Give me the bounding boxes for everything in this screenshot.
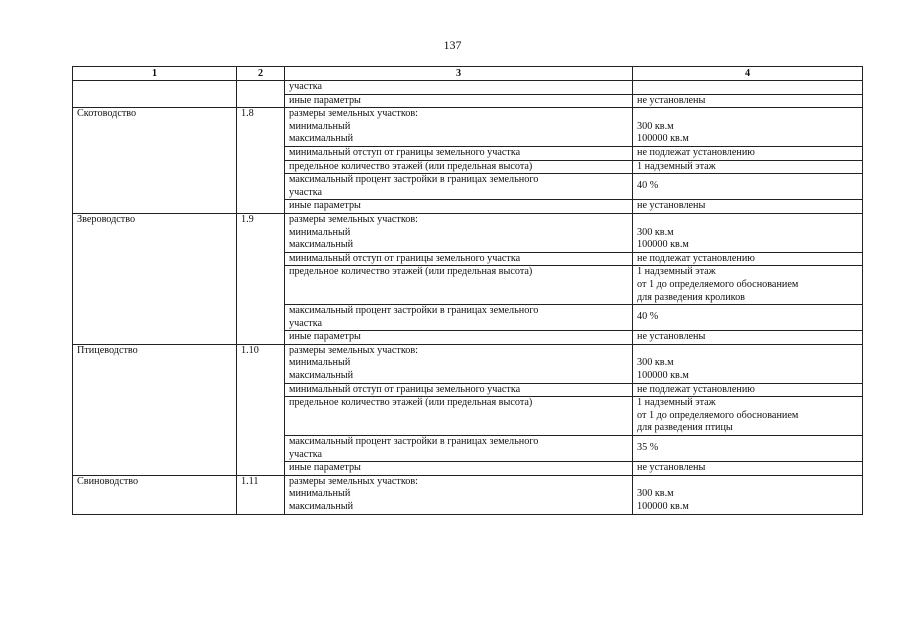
- parameter-line: размеры земельных участков:: [289, 344, 419, 356]
- land-use-parameters-table: [72, 66, 863, 515]
- header-col-4: 4: [633, 67, 863, 81]
- parameter-line: максимальный процент застройки в границах земельного: [289, 436, 539, 448]
- parameter-cell: [285, 331, 633, 345]
- value-cell: [633, 160, 863, 174]
- parameter-cell: [285, 200, 633, 214]
- table-header-row: [73, 67, 863, 81]
- parameter-line: минимальный отступ от границы земельного участка: [289, 252, 521, 264]
- activity-name: Скотоводство: [77, 108, 137, 120]
- value-cell: [633, 213, 863, 252]
- parameter-line: размеры земельных участков:: [289, 108, 419, 120]
- parameter-line: [289, 422, 628, 435]
- value-line: от 1 до определяемого обоснованием: [637, 409, 799, 421]
- parameter-cell: [285, 462, 633, 476]
- activity-name-cell: [73, 344, 237, 475]
- value-cell: [633, 174, 863, 200]
- value-line: 1 надземный этаж: [637, 266, 716, 278]
- value-line: 1 надземный этаж: [637, 397, 716, 409]
- header-col-2: 2: [237, 67, 285, 81]
- parameter-cell: [285, 108, 633, 147]
- value-line: от 1 до определяемого обоснованием: [637, 278, 799, 290]
- parameter-line: предельное количество этажей (или предельная высота): [289, 397, 533, 409]
- value-cell: [633, 200, 863, 214]
- parameter-line: максимальный процент застройки в границах земельного: [289, 174, 539, 186]
- parameter-line: размеры земельных участков:: [289, 475, 419, 487]
- value-line: 40 %: [637, 180, 659, 192]
- value-line: 300 кв.м: [637, 488, 674, 500]
- value-line: не установлены: [637, 331, 706, 343]
- activity-code: 1.8: [241, 108, 254, 120]
- value-line: не установлены: [637, 462, 706, 474]
- value-line: 100000 кв.м: [637, 501, 689, 512]
- activity-name: Птицеводство: [77, 344, 138, 356]
- activity-code: 1.10: [241, 344, 259, 356]
- activity-name: Звероводство: [77, 213, 136, 225]
- parameter-cell: [285, 305, 633, 331]
- value-line: 300 кв.м: [637, 120, 674, 132]
- parameter-line: минимальный отступ от границы земельного участка: [289, 383, 521, 395]
- activity-name-cell: [73, 213, 237, 344]
- table-row: [73, 108, 863, 147]
- value-cell: [633, 344, 863, 383]
- parameter-cell: [285, 160, 633, 174]
- parameter-cell: [285, 344, 633, 383]
- parameter-line: максимальный: [289, 370, 354, 382]
- value-line: 1 надземный этаж: [637, 160, 716, 172]
- activity-code: 1.9: [241, 213, 254, 225]
- parameter-line: [289, 410, 628, 423]
- activity-code-cell: [237, 213, 285, 344]
- header-col-1: 1: [73, 67, 237, 81]
- value-cell: [633, 436, 863, 462]
- value-cell: [633, 305, 863, 331]
- value-line: 300 кв.м: [637, 226, 674, 238]
- activity-code-cell: [237, 475, 285, 514]
- parameter-line: участка: [289, 186, 323, 198]
- parameter-line: иные параметры: [289, 331, 361, 343]
- table-row: [73, 344, 863, 383]
- activity-code-cell: [237, 81, 285, 108]
- value-line: [637, 108, 858, 121]
- value-line: не подлежат установлению: [637, 252, 755, 264]
- value-cell: [633, 331, 863, 345]
- parameter-line: предельное количество этажей (или предельная высота): [289, 266, 533, 278]
- parameter-line: участка: [289, 81, 323, 92]
- value-cell: [633, 266, 863, 305]
- parameter-cell: [285, 436, 633, 462]
- activity-code-cell: [237, 108, 285, 214]
- parameter-line: максимальный: [289, 133, 354, 145]
- value-cell: [633, 94, 863, 108]
- parameter-line: [289, 292, 628, 305]
- parameter-cell: [285, 266, 633, 305]
- parameter-line: максимальный: [289, 501, 354, 512]
- parameter-line: участка: [289, 317, 323, 329]
- value-line: не подлежат установлению: [637, 146, 755, 158]
- parameter-line: минимальный: [289, 357, 351, 369]
- value-line: не подлежат установлению: [637, 383, 755, 395]
- activity-name-cell: [73, 475, 237, 514]
- parameter-cell: [285, 146, 633, 160]
- table-row: [73, 213, 863, 252]
- activity-name-cell: [73, 108, 237, 214]
- parameter-cell: [285, 94, 633, 108]
- value-cell: [633, 397, 863, 436]
- value-line: для разведения кроликов: [637, 291, 745, 303]
- parameter-line: максимальный: [289, 239, 354, 251]
- parameter-line: иные параметры: [289, 94, 361, 106]
- parameter-cell: [285, 383, 633, 397]
- activity-name: Свиноводство: [77, 475, 139, 487]
- parameter-line: размеры земельных участков:: [289, 213, 419, 225]
- parameter-line: предельное количество этажей (или предельная высота): [289, 160, 533, 172]
- activity-code-cell: [237, 344, 285, 475]
- value-line: для разведения птицы: [637, 422, 733, 434]
- parameter-line: максимальный процент застройки в границах земельного: [289, 305, 539, 317]
- value-line: 40 %: [637, 311, 659, 323]
- parameter-cell: [285, 475, 633, 514]
- value-cell: [633, 81, 863, 95]
- table-row: [73, 475, 863, 514]
- parameter-cell: [285, 213, 633, 252]
- parameter-line: минимальный: [289, 488, 351, 500]
- value-cell: [633, 252, 863, 266]
- parameter-line: иные параметры: [289, 200, 361, 212]
- parameter-line: участка: [289, 448, 323, 460]
- header-col-3: 3: [285, 67, 633, 81]
- value-line: 35 %: [637, 442, 659, 454]
- value-cell: [633, 475, 863, 514]
- parameter-cell: [285, 174, 633, 200]
- value-line: 100000 кв.м: [637, 239, 689, 251]
- value-line: не установлены: [637, 94, 706, 106]
- value-line: [637, 345, 858, 358]
- parameter-line: минимальный отступ от границы земельного участка: [289, 146, 521, 158]
- value-line: 300 кв.м: [637, 357, 674, 369]
- value-cell: [633, 146, 863, 160]
- activity-code: 1.11: [241, 475, 259, 487]
- value-cell: [633, 108, 863, 147]
- parameter-line: минимальный: [289, 120, 351, 132]
- value-line: 100000 кв.м: [637, 370, 689, 382]
- value-line: не установлены: [637, 200, 706, 212]
- value-cell: [633, 383, 863, 397]
- parameter-line: минимальный: [289, 226, 351, 238]
- table-body: [73, 81, 863, 515]
- value-line: 100000 кв.м: [637, 133, 689, 145]
- value-line: [637, 476, 858, 489]
- value-line: [637, 214, 858, 227]
- parameter-cell: [285, 252, 633, 266]
- value-cell: [633, 462, 863, 476]
- parameter-line: [289, 279, 628, 292]
- parameter-cell: [285, 397, 633, 436]
- parameter-line: иные параметры: [289, 462, 361, 474]
- activity-name-cell: [73, 81, 237, 108]
- table-row: [73, 81, 863, 95]
- page-number: 137: [443, 38, 462, 52]
- parameter-cell: [285, 81, 633, 95]
